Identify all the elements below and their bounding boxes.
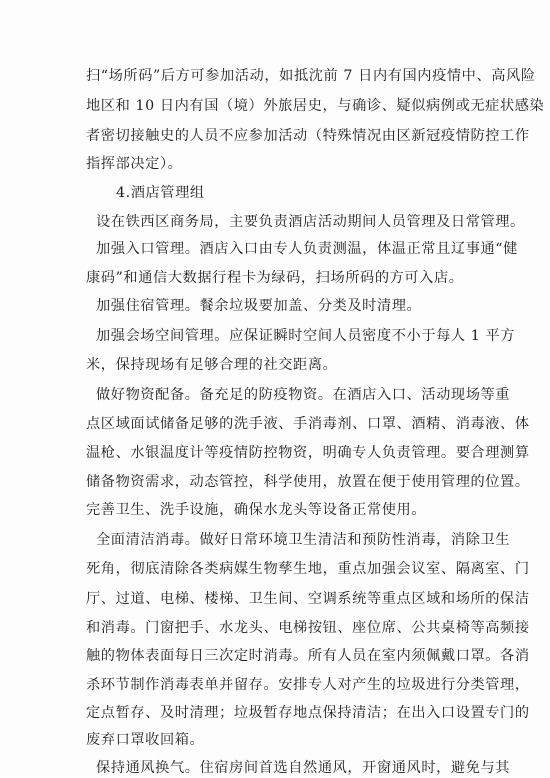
text-line: 做好物资配备。备充足的防疫物资。在酒店入口、活动现场等重 bbox=[96, 387, 511, 403]
text-line: 地区和 10 日内有国（境）外旅居史，与确诊、疑似病例或无症状感染 bbox=[86, 98, 545, 114]
text-line: 扫“场所码”后方可参加活动，如抵沈前 7 日内有国内疫情中、高风险 bbox=[86, 68, 536, 84]
text-line: 完善卫生、洗手设施，确保水龙头等设备正常使用。 bbox=[86, 502, 427, 518]
text-line: 指挥部决定）。 bbox=[86, 156, 183, 172]
text-line: 废弃口罩收回箱。 bbox=[86, 732, 205, 748]
text-line: 和消毒。门窗把手、水龙头、电梯按钮、座位席、公共桌椅等高频接 bbox=[86, 620, 530, 636]
text-line: 死角，彻底清除各类病媒生物孳生地，重点加强会议室、隔离室、门 bbox=[86, 561, 530, 577]
text-line: 储备物资需求，动态管控，科学使用，放置在便于使用管理的位置。 bbox=[86, 474, 530, 490]
text-line: 触的物体表面每日三次定时消毒。所有人员在室内须佩戴口罩。各消 bbox=[86, 648, 530, 664]
text-line: 加强住宿管理。餐余垃圾要加盖、分类及时清理。 bbox=[96, 298, 422, 314]
section-heading: 4.酒店管理组 bbox=[116, 185, 205, 201]
text-line: 杀环节制作消毒表单并留存。安排专人对产生的垃圾进行分类管理， bbox=[86, 677, 530, 693]
text-line: 加强会场空间管理。应保证瞬时空间人员密度不小于每人 1 平方 bbox=[96, 328, 516, 344]
text-line: 定点暂存、及时清理；垃圾暂存地点保持清洁；在出入口设置专门的 bbox=[86, 705, 530, 721]
text-line: 加强入口管理。酒店入口由专人负责测温，体温正常且辽事通“健 bbox=[96, 241, 518, 257]
text-line: 全面清洁消毒。做好日常环境卫生清洁和预防性消毒，消除卫生 bbox=[96, 532, 511, 548]
text-line: 康码”和通信大数据行程卡为绿码，扫场所码的方可入店。 bbox=[86, 270, 464, 286]
text-line: 设在铁西区商务局，主要负责酒店活动期间人员管理及日常管理。 bbox=[96, 214, 525, 230]
text-line: 米，保持现场有足够合理的社交距离。 bbox=[86, 357, 338, 373]
text-line: 保持通风换气。住宿房间首选自然通风，开窗通风时，避免与其 bbox=[96, 760, 511, 776]
text-line: 点区域面试储备足够的洗手液、手消毒剂、口罩、酒精、消毒液、体 bbox=[86, 416, 530, 432]
text-line: 温枪、水银温度计等疫情防控物资，明确专人负责管理。要合理测算 bbox=[86, 445, 530, 461]
text-line: 厅、过道、电梯、楼梯、卫生间、空调系统等重点区域和场所的保洁 bbox=[86, 591, 530, 607]
text-line: 者密切接触史的人员不应参加活动（特殊情况由区新冠疫情防控工作 bbox=[86, 128, 530, 144]
